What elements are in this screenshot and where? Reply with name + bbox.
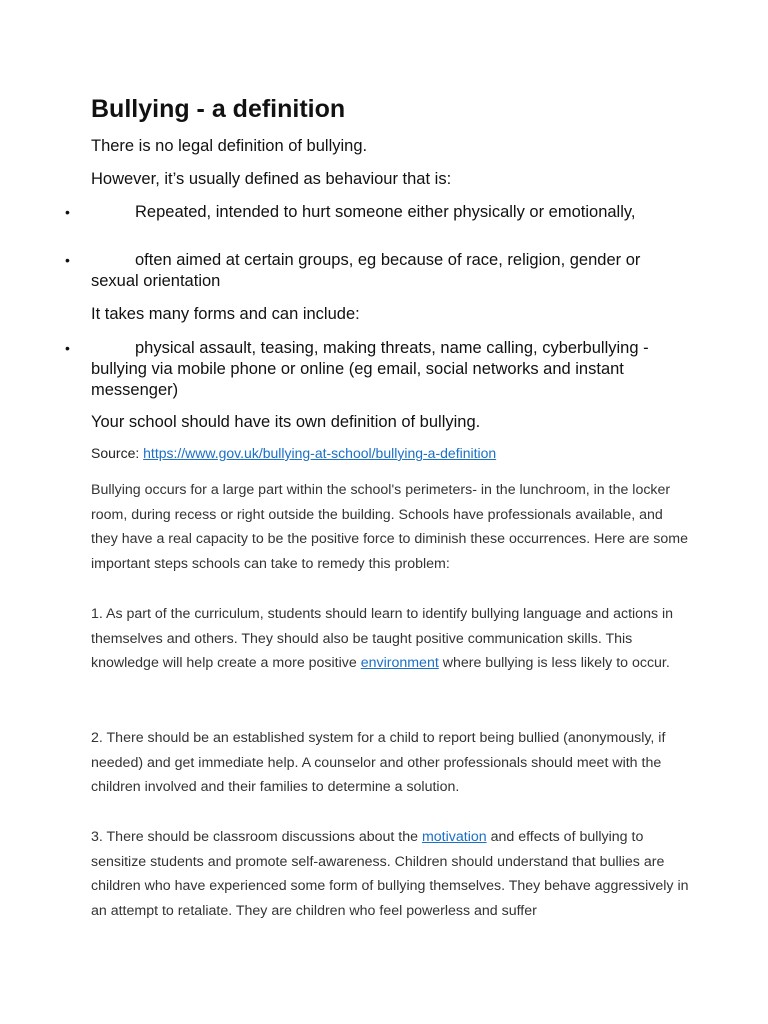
bullet-icon: •	[65, 204, 70, 220]
school-definition-line: Your school should have its own definition of bullying.	[91, 413, 481, 431]
list-item	[65, 250, 691, 292]
motivation-link[interactable]: motivation	[421, 829, 487, 845]
paragraph-step-2: 2. There should be an established system for a child to report being bullied (anonymously, if needed) and get immediate help. A counselor and other professionals should meet with the children involved and their families to determine a solution.	[91, 730, 666, 796]
environment-link[interactable]: environment	[360, 655, 439, 672]
page-title: Bullying - a definition	[91, 95, 346, 123]
paragraph-intro: Bullying occurs for a large part within the school's perimeters- in the lunchroom, in the locker room, during recess or right outside the building. Schools have professionals available, and they have a real capacity to be the positive force to diminish these occurrences. Here are some important steps schools can take to remedy this problem:	[91, 482, 688, 572]
list-item	[65, 338, 691, 401]
bullet-icon: •	[65, 252, 70, 268]
bullet-icon: •	[65, 340, 70, 356]
paragraph-text: 1. As part of the curriculum, students should learn to identify bullying language and actions in themselves and others. They should also be taught positive communication skills. This knowledge will help create a more positive	[91, 606, 674, 672]
paragraph-step-1	[91, 602, 691, 676]
paragraph-text: and effects of bullying to sensitize students and promote self-awareness. Children should understand that bullies are children who have experienced some form of bullying themselves. They behave aggressively in an attempt to retaliate. They are children who feel powerless and suffer	[91, 829, 689, 919]
forms-heading: It takes many forms and can include:	[91, 305, 360, 323]
list-item-text: Repeated, intended to hurt someone either physically or emotionally,	[135, 203, 636, 221]
intro-line-2: However, it’s usually defined as behaviour that is:	[91, 170, 452, 188]
list-item-text: physical assault, teasing, making threats, name calling, cyberbullying - bullying via mobile phone or online (eg email, social networks and instant messenger)	[91, 339, 649, 399]
paragraph-step-3	[91, 825, 691, 923]
paragraph-text: where bullying is less likely to occur.	[438, 655, 670, 672]
list-item	[65, 202, 691, 223]
source-link[interactable]: https://www.gov.uk/bullying-at-school/bullying-a-definition	[143, 445, 497, 461]
paragraph-text: 3. There should be classroom discussions about the	[91, 829, 422, 845]
source-line	[91, 443, 496, 463]
source-label: Source:	[91, 445, 144, 461]
intro-line-1: There is no legal definition of bullying.	[91, 137, 368, 155]
list-item-text: often aimed at certain groups, eg because of race, religion, gender or sexual orientation	[91, 251, 641, 290]
